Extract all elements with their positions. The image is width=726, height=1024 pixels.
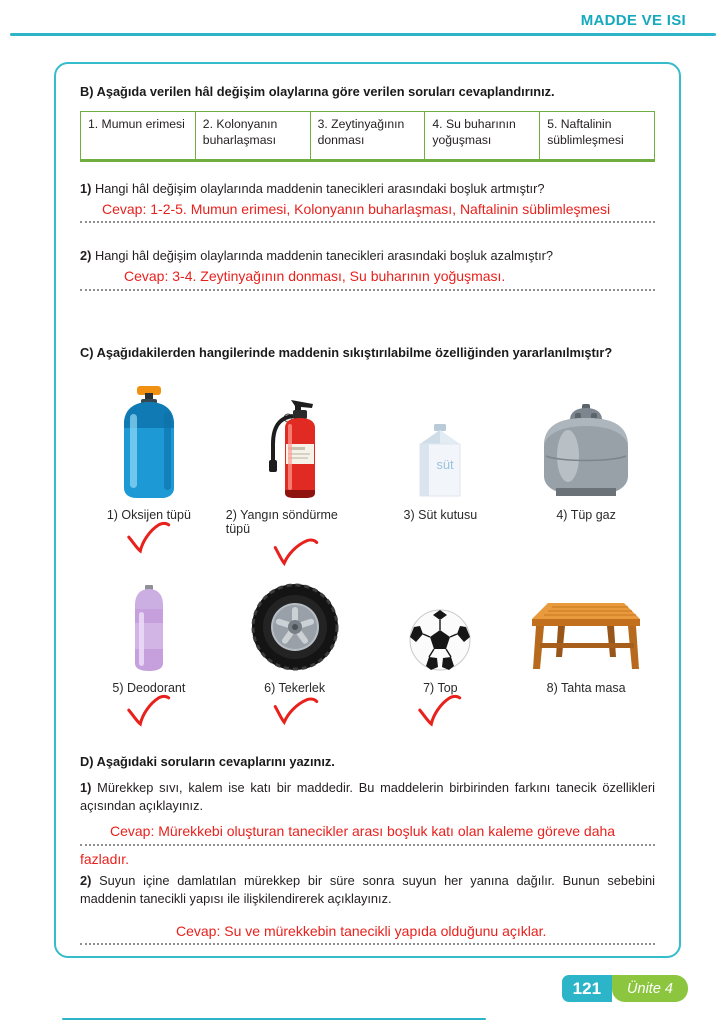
object-item-tire <box>226 579 364 728</box>
object-label: 8) Tahta masa <box>546 680 626 695</box>
object-item-soccer-ball <box>372 579 510 728</box>
object-label: 7) Top <box>423 680 458 695</box>
deodorant-icon <box>131 585 167 671</box>
answer-d2: Cevap: Su ve mürekkebin tanecikli yapıda olduğunu açıklar. <box>80 922 655 945</box>
object-image <box>120 382 178 498</box>
check-slot <box>272 696 318 728</box>
red-check-icon <box>416 693 465 728</box>
object-image <box>265 382 325 498</box>
soccer-ball-icon <box>409 609 471 671</box>
table-cell: 5. Naftalinin süblimleşmesi <box>540 112 655 161</box>
object-item-fire-extinguisher <box>226 382 364 569</box>
header-divider <box>10 33 716 36</box>
question-number: 1) <box>80 779 92 795</box>
question-number: 1) <box>80 180 92 196</box>
objects-row-1 <box>80 382 655 569</box>
tire-icon <box>251 583 339 671</box>
object-item-oxygen-tank <box>80 382 218 569</box>
red-check-icon <box>271 535 319 568</box>
answer-b1: Cevap: 1-2-5. Mumun erimesi, Kolonyanın buharlaşması, Naftalinin süblimleşmesi <box>80 200 655 223</box>
object-image <box>251 579 339 671</box>
object-image <box>409 579 471 671</box>
table-row <box>81 112 655 161</box>
table-cell: 4. Su buharının yoğuşması <box>425 112 540 161</box>
object-label: 2) Yangın söndürme tüpü <box>225 507 338 536</box>
question-text: Hangi hâl değişim olaylarında maddenin tanecikleri arasındaki boşluk azalmıştır? <box>94 248 554 264</box>
section-c-heading: C) Aşağıdakilerden hangilerinde maddenin sıkıştırılabilme özelliğinden yararlanılmıştır? <box>80 344 613 360</box>
object-item-wooden-table <box>517 579 655 728</box>
footer <box>562 975 688 1002</box>
object-label: 5) Deodorant <box>112 680 186 695</box>
object-label: 3) Süt kutusu <box>403 507 478 522</box>
question-number: 2) <box>80 248 92 264</box>
object-item-milk-carton <box>372 382 510 569</box>
question-number: 2) <box>80 872 92 888</box>
oxygen-tank-icon <box>120 386 178 498</box>
unit-badge: Ünite 4 <box>612 975 688 1002</box>
content-box <box>54 62 681 958</box>
object-item-deodorant <box>80 579 218 728</box>
object-image <box>540 382 632 498</box>
object-image <box>414 382 466 498</box>
table-cell: 3. Zeytinyağının donması <box>310 112 425 161</box>
object-label: 4) Tüp gaz <box>556 507 616 522</box>
check-slot <box>126 696 172 728</box>
red-check-icon <box>271 694 319 727</box>
table-cell: 1. Mumun erimesi <box>81 112 196 161</box>
question-b1 <box>80 180 655 197</box>
object-item-gas-cylinder <box>517 382 655 569</box>
page-header <box>10 12 716 36</box>
question-d2 <box>80 872 655 908</box>
check-slot <box>272 537 318 569</box>
milk-carton-text: süt <box>436 456 455 472</box>
question-text: Suyun içine damlatılan mürekkep bir süre sonra suyun her yanına dağılır. Bunun sebebini maddenin tanecikli yapısı ile ilişkilendirerek açıklayınız. <box>80 872 655 906</box>
red-check-icon <box>124 520 173 555</box>
answer-b2: Cevap: 3-4. Zeytinyağının donması, Su buharının yoğuşması. <box>80 267 655 290</box>
section-d-heading: D) Aşağıdaki soruların cevaplarını yazınız. <box>80 753 335 769</box>
object-label: 6) Tekerlek <box>264 680 326 695</box>
page-header-title: MADDE VE ISI <box>580 12 686 29</box>
state-change-table <box>80 111 655 162</box>
question-d1 <box>80 779 655 815</box>
check-slot <box>417 696 463 728</box>
section-b-heading: B) Aşağıda verilen hâl değişim olaylarına göre verilen soruları cevaplandırınız. <box>80 84 555 99</box>
object-image <box>131 579 167 671</box>
page-number-badge: 121 <box>562 975 612 1002</box>
answer-d1-line2: fazladır. <box>80 850 130 867</box>
question-text: Mürekkep sıvı, kalem ise katı bir maddedir. Bu maddelerin birbirinden farkını tanecik özellikleri açısından açıklayınız. <box>80 779 655 813</box>
object-label: 1) Oksijen tüpü <box>106 507 191 522</box>
object-image <box>528 579 644 671</box>
fire-extinguisher-icon <box>265 398 325 498</box>
bottom-divider <box>62 1018 486 1021</box>
question-text: Hangi hâl değişim olaylarında maddenin tanecikleri arasındaki boşluk artmıştır? <box>94 180 545 196</box>
gas-cylinder-icon <box>540 404 632 498</box>
check-slot <box>126 523 172 555</box>
answer-d1-line1: Cevap: Mürekkebi oluşturan tanecikler arası boşluk katı olan kaleme göreve daha <box>80 822 655 845</box>
milk-carton-icon <box>414 422 466 498</box>
red-check-icon <box>124 693 173 728</box>
question-b2 <box>80 247 655 264</box>
table-cell: 2. Kolonyanın buharlaşması <box>195 112 310 161</box>
wooden-table-icon <box>528 595 644 671</box>
objects-row-2 <box>80 579 655 728</box>
